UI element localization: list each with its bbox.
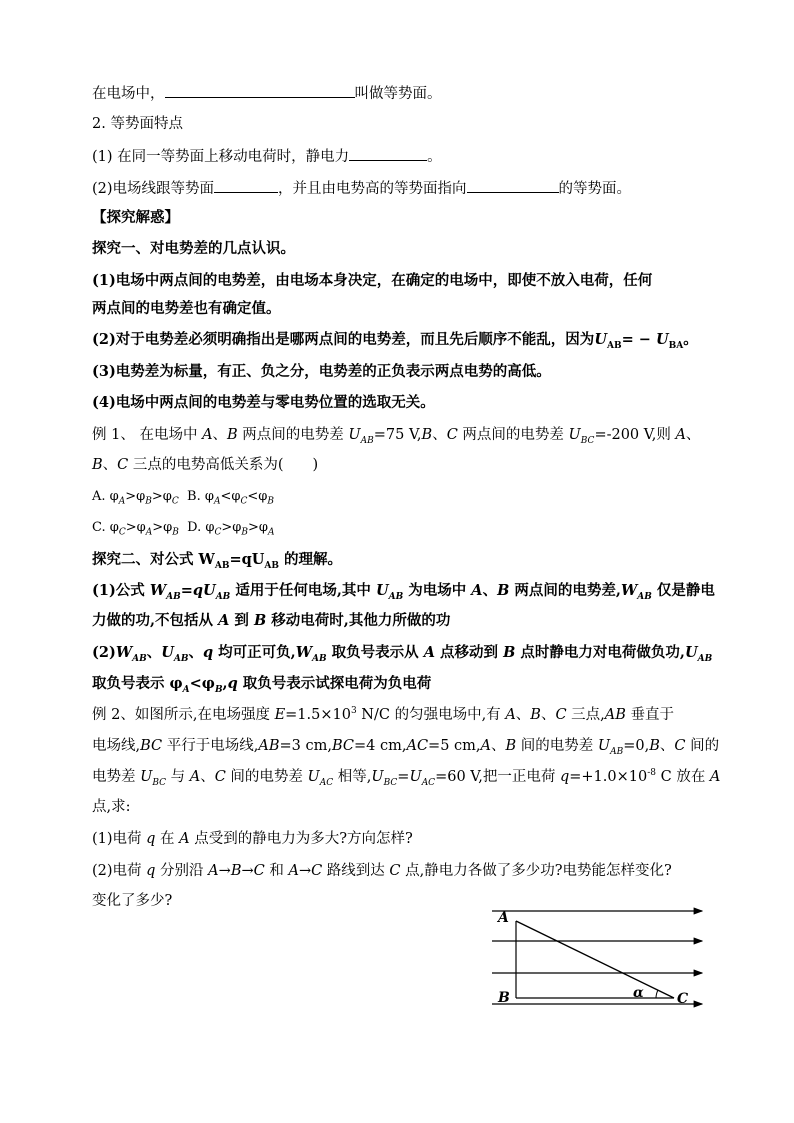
definition-line: 在电场中， 叫做等势面。 [92, 82, 712, 104]
inquiry-1-point-3: (3)电势差为标量，有正、负之分，电势差的正负表示两点电势的高低。 [92, 363, 551, 380]
example-2-line-2: 电场线,BC 平行于电场线,AB=3 cm,BC=4 cm,AC=5 cm,A、B 间的电势差 $U_{AB}=0,B$、C 间的 [92, 738, 720, 757]
angle-arc [656, 990, 658, 998]
answer-blank[interactable] [165, 82, 355, 98]
example-2-question-1: (1)电荷 q 在 A 点受到的静电力为多大?方向怎样? [92, 831, 413, 847]
option-d[interactable]: D. $\varphi_C>\varphi_B>\varphi_A$ [187, 520, 275, 538]
label-c: C [677, 991, 689, 1007]
answer-blank[interactable] [214, 177, 278, 193]
inquiry-1-point-2: (2)对于电势差必须明确指出是哪两点间的电势差，而且先后顺序不能乱，因为$U_{AB}= - U_{BA}$。 [92, 331, 698, 351]
feature-1: (1) 在同一等势面上移动电荷时，静电力 。 [92, 145, 712, 167]
example-1-line-1: 例 1、 在电场中 A、B 两点间的电势差 $U_{AB}=75$ V,B、C 两点间的电势差 $U_{BC}=-200$ V,则 A、 [92, 427, 701, 446]
segment-ac [516, 921, 674, 998]
example-2-question-2b: 变化了多少? [92, 893, 173, 909]
label-alpha: α [633, 985, 644, 1001]
inquiry-1-point-1a: (1)电场中两点间的电势差，由电场本身决定，在确定的电场中，即使不放入电荷，任何 [92, 272, 653, 289]
option-c[interactable]: C. $\varphi_C>\varphi_A>\varphi_B$ [92, 520, 179, 538]
example-2-line-4: 点,求: [92, 799, 131, 815]
inquiry-2-point-2b: 取负号表示 $\varphi_A<\varphi_B,q$ 取负号表示试探电荷为负电荷 [92, 675, 432, 695]
example-1-options-cd [92, 518, 712, 538]
inquiry-1-title: 探究一、对电势差的几点认识。 [92, 240, 295, 257]
inquiry-2-title: 探究二、对公式 $W_{AB}=qU_{AB}$ 的理解。 [92, 551, 343, 571]
section-heading: 【探究解惑】 [92, 209, 179, 226]
label-b: B [498, 990, 510, 1006]
subheading-features: 2. 等势面特点 [92, 116, 183, 132]
example-2-question-2a: (2)电荷 q 分别沿 A→B→C 和 A→C 路线到达 C 点,静电力各做了多少功?电势能怎样变化? [92, 863, 672, 879]
inquiry-2-point-2a: $(2)W_{AB}$、$U_{AB}$、q 均可正可负$,W_{AB}$ 取负号表示从 A 点移动到 B 点时静电力对电荷做负功$,U_{AB}$ [92, 644, 713, 664]
answer-blank[interactable] [349, 145, 427, 161]
option-b[interactable]: B. $\varphi_A<\varphi_C<\varphi_B$ [187, 489, 274, 507]
example-2-line-3: 电势差 $U_{BC}$ 与 A、C 间的电势差 $U_{AC}$ 相等$,U_{BC}=U_{AC}=60$ V,把一正电荷 $q=+1.0\times 10^{-8}$ C 放在 A [92, 768, 721, 788]
inquiry-2-point-1a: (1)公式 $W_{AB}=qU_{AB}$ 适用于任何电场,其中 $U_{AB}$ 为电场中 A、B 两点间的电势差$,W_{AB}$ 仅是静电 [92, 582, 715, 602]
example-2-line-1: 例 2、如图所示,在电场强度 $E=1.5\times 10^3$ N/C 的匀强电场中,有 A、B、C 三点,AB 垂直于 [92, 706, 675, 723]
field-diagram [488, 903, 706, 1011]
inquiry-1-point-1b: 两点间的电势差也有确定值。 [92, 300, 281, 317]
feature-2: (2)电场线跟等势面 ，并且由电势高的等势面指向 的等势面。 [92, 177, 712, 199]
example-1-options-ab [92, 487, 712, 507]
label-a: A [498, 910, 509, 926]
inquiry-1-point-4: (4)电场中两点间的电势差与零电势位置的选取无关。 [92, 394, 435, 411]
option-a[interactable]: A. $\varphi_A>\varphi_B>\varphi_C$ [92, 489, 179, 507]
answer-blank[interactable] [467, 177, 559, 193]
inquiry-2-point-1b: 力做的功,不包括从 A 到 B 移动电荷时,其他力所做的功 [92, 612, 451, 629]
example-1-line-2: B、C 三点的电势高低关系为( ) [92, 457, 319, 473]
